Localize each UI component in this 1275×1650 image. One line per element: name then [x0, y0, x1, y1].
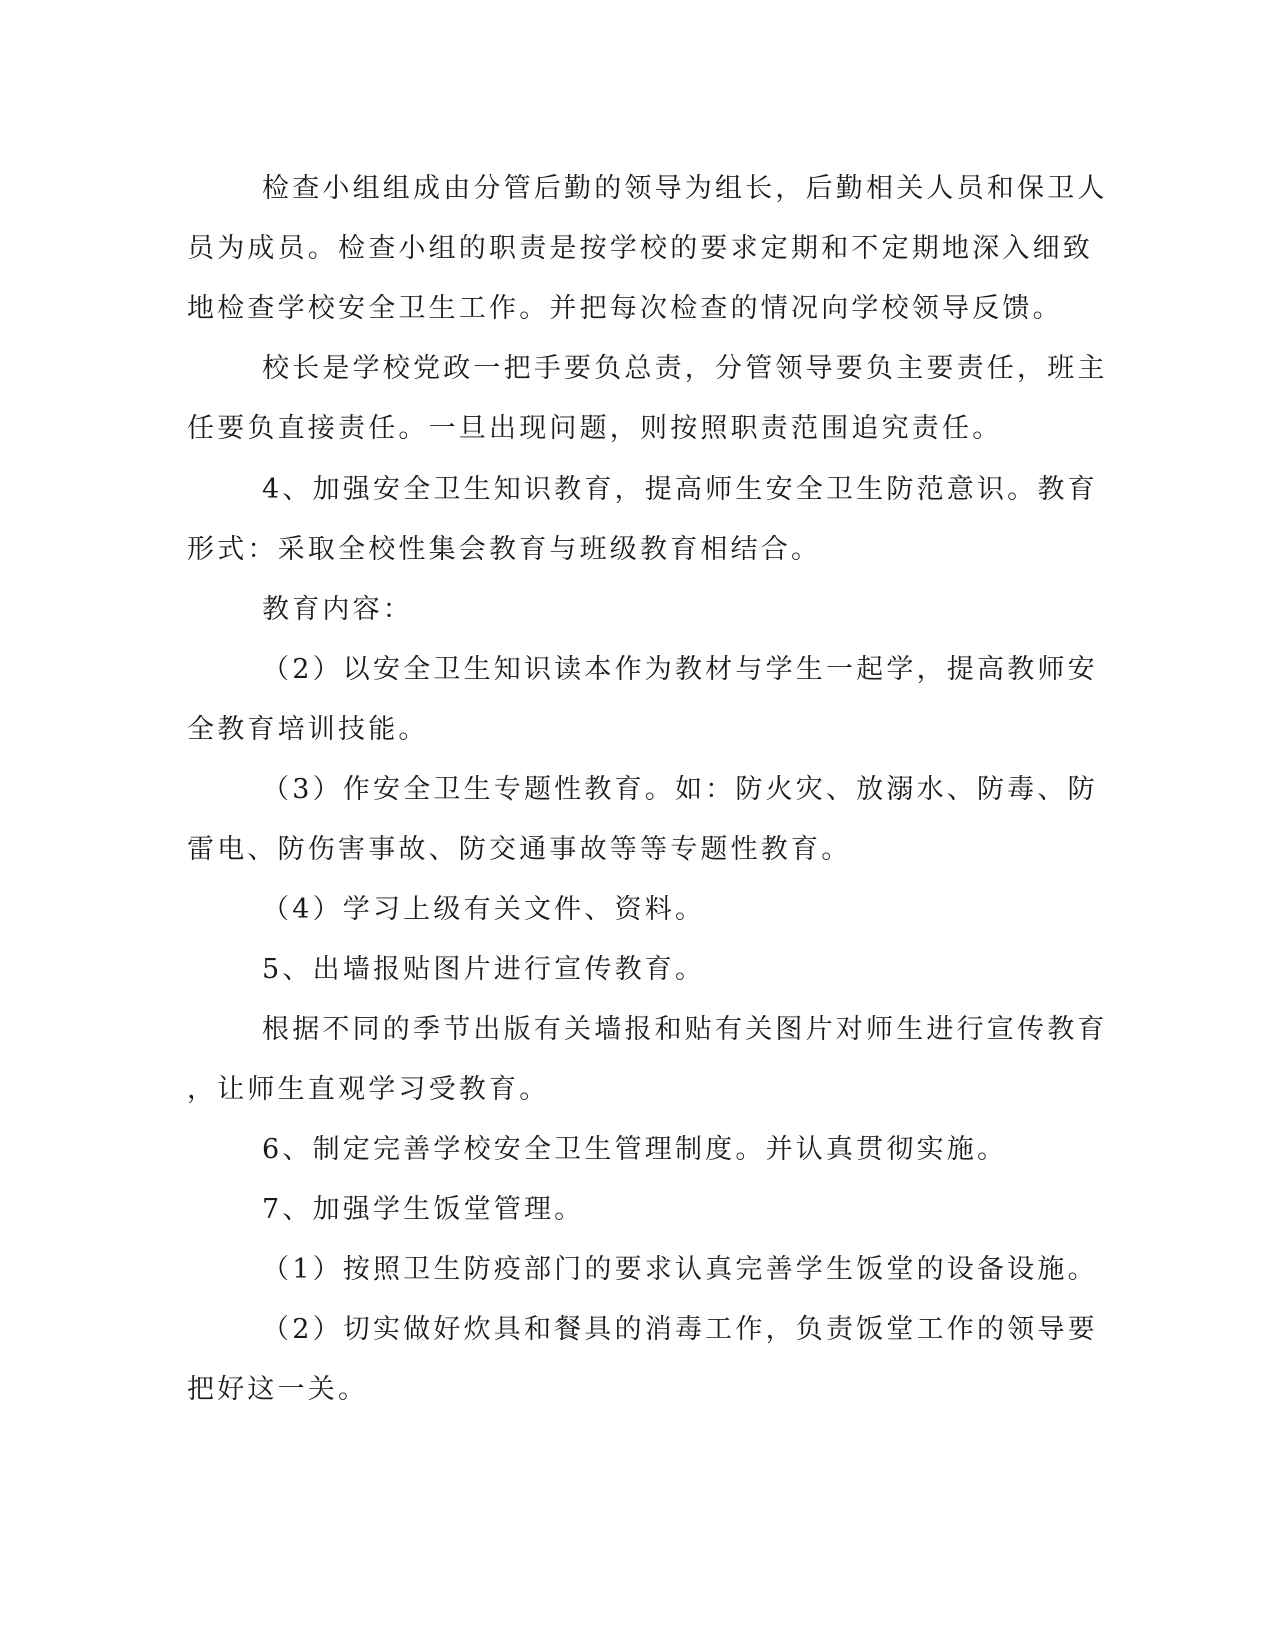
paragraph-line: （2）切实做好炊具和餐具的消毒工作，负责饭堂工作的领导要 [262, 1314, 1098, 1345]
paragraph-line: 5、出墙报贴图片进行宣传教育。 [262, 954, 706, 985]
paragraph-line: （4）学习上级有关文件、资料。 [262, 894, 706, 925]
paragraph-line: 检查小组组成由分管后勤的领导为组长，后勤相关人员和保卫人 [262, 173, 1108, 204]
paragraph-line: （2）以安全卫生知识读本作为教材与学生一起学，提高教师安 [262, 654, 1098, 685]
paragraph-line: 雷电、防伤害事故、防交通事故等等专题性教育。 [187, 834, 852, 865]
paragraph-line: 把好这一关。 [187, 1374, 369, 1405]
paragraph-line: 6、制定完善学校安全卫生管理制度。并认真贯彻实施。 [262, 1134, 1008, 1165]
paragraph-line: （1）按照卫生防疫部门的要求认真完善学生饭堂的设备设施。 [262, 1254, 1098, 1285]
paragraph-line: ，让师生直观学习受教育。 [187, 1074, 550, 1105]
paragraph-line: 教育内容： [262, 594, 413, 625]
paragraph-line: 全教育培训技能。 [187, 714, 429, 745]
paragraph-line: 地检查学校安全卫生工作。并把每次检查的情况向学校领导反馈。 [187, 293, 1063, 324]
paragraph-line: 4、加强安全卫生知识教育，提高师生安全卫生防范意识。教育 [262, 474, 1098, 505]
paragraph-line: 形式：采取全校性集会教育与班级教育相结合。 [187, 534, 822, 565]
paragraph-line: 校长是学校党政一把手要负总责，分管领导要负主要责任，班主 [262, 353, 1108, 384]
paragraph-line: 根据不同的季节出版有关墙报和贴有关图片对师生进行宣传教育 [262, 1014, 1108, 1045]
paragraph-line: 7、加强学生饭堂管理。 [262, 1194, 585, 1225]
paragraph-line: 员为成员。检查小组的职责是按学校的要求定期和不定期地深入细致 [187, 233, 1093, 264]
paragraph-line: 任要负直接责任。一旦出现问题，则按照职责范围追究责任。 [187, 413, 1003, 444]
paragraph-line: （3）作安全卫生专题性教育。如：防火灾、放溺水、防毒、防 [262, 774, 1098, 805]
